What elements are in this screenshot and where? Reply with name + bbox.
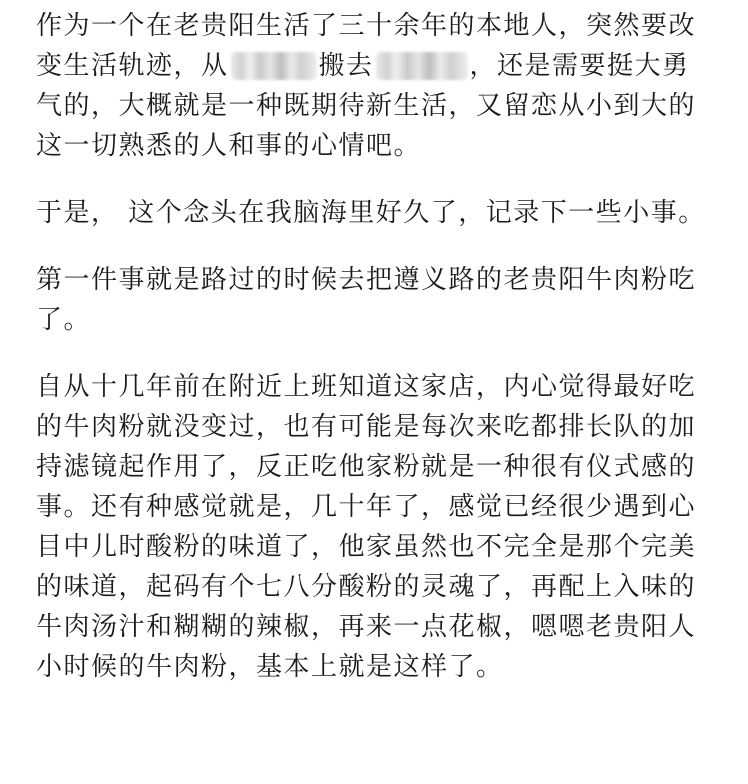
paragraph-3: 第一件事就是路过的时候去把遵义路的老贵阳牛肉粉吃了。 (36, 265, 697, 335)
redacted-place-destination (376, 52, 468, 80)
paragraph-1-text-c: ，还是需要挺大勇气的，大概就是一种既期待新生活，又留恋从小到大的这一切熟悉的人和事的心情吧。 (36, 51, 697, 161)
paragraph-1 (36, 6, 716, 166)
redacted-place-origin (231, 52, 317, 80)
paragraph-4: 自从十几年前在附近上班知道这家店，内心觉得最好吃的牛肉粉就没变过，也有可能是每次来吃都排长队的加持滤镜起作用了，反正吃他家粉就是一种很有仪式感的事。还有种感觉就是，几十年了，感觉已经很少遇到心目中儿时酸粉的味道了，他家虽然也不完全是那个完美的味道，起码有个七八分酸粉的灵魂了，再配上入味的牛肉汤汁和糊糊的辣椒，再来一点花椒，嗯嗯老贵阳人小时候的牛肉粉，基本上就是这样了。 (36, 372, 697, 682)
paragraph-1-text-b: 搬去 (318, 51, 374, 81)
paragraph-1-text-a: 作为一个在老贵阳生活了三十余年的本地人，突然要改变生活轨迹，从 (36, 11, 697, 81)
paragraph-2: 于是， 这个念头在我脑海里好久了，记录下一些小事。 (36, 198, 706, 228)
article-body (36, 6, 716, 687)
